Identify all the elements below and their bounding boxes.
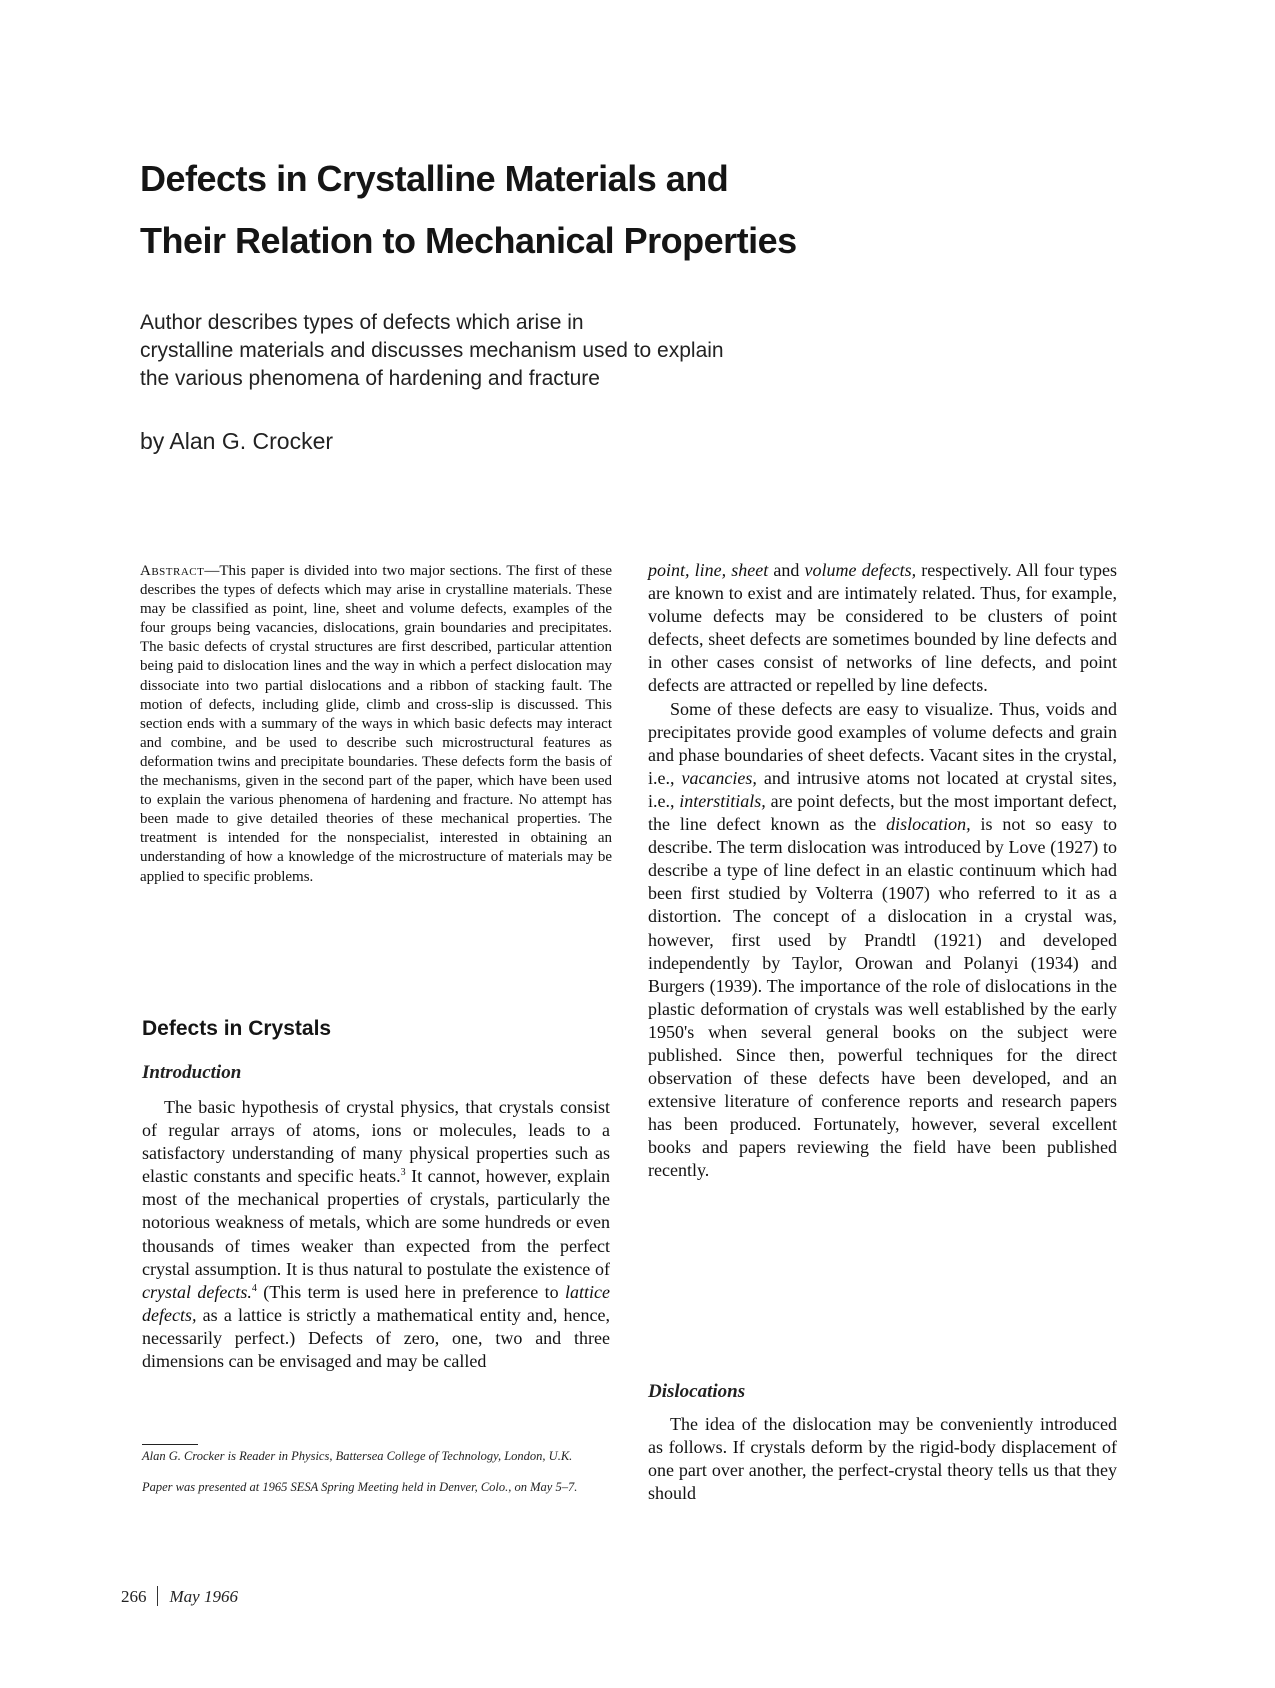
page-number: 266 — [121, 1587, 147, 1606]
section-heading: Defects in Crystals — [142, 1017, 332, 1040]
abstract-text: —This paper is divided into two major sections. The first of these describes the types of defects which may arise in crystalline materials. These may be classified as point, line, sheet and volume defects, examples of the four groups being vacancies, dislocations, grain boundaries and precipitates. The basic defects of crystal structures are first described, particular attention being paid to dislocation lines and the way in which a perfect dislocation may dissociate into two partial dislocations and a ribbon of stacking fault. The motion of defects, including glide, climb and cross-slip is discussed. This section ends with a summary of the ways in which basic defects may interact and combine, and be used to describe such microstructural features as deformation twins and precipitate boundaries. These defects form the basis of the mechanisms, given in the second part of the paper, which have been used to explain the various phenomena of hardening and fracture. No attempt has been made to give detailed theories of these mechanical properties. The treatment is intended for the nonspecialist, interested in obtaining an understanding of how a knowledge of the microstructure of materials may be applied to specific problems. — [140, 563, 612, 885]
introduction-text-right — [648, 559, 1117, 1183]
introduction-heading: Introduction — [142, 1062, 242, 1083]
term-volume-defects: volume defects, — [804, 560, 917, 580]
term-interstitials: interstitials, — [679, 790, 766, 811]
term-crystal-defects: crystal defects. — [142, 1281, 252, 1302]
paragraph: Some of these defects are easy to visualize. Thus, voids and precipitates provide good examples of volume defects and grain and phase boundaries of sheet defects. Vacant sites in the crystal, i.e., vacancies, and intrusive atoms not located at crystal sites, i.e., interstitials, are point defects, but the most important defect, the line defect known as the dislocation, is not so easy to describe. The term dislocation was introduced by Love (1927) to describe a type of line defect in an elastic continuum which had been first studied by Volterra (1907) who referred to it as a distortion. The concept of a dislocation in a crystal was, however, first used by Prandtl (1921) and developed independently by Taylor, Orowan and Polanyi (1934) and Burgers (1939). The importance of the role of dislocations in the plastic deformation of crystals was well established by the early 1950's when several general books on the subject were published. Since then, powerful techniques for the direct observation of these defects have been developed, and an extensive literature of conference reports and research papers has been produced. Fortunately, however, several excellent books and papers reviewing the field have been published recently. — [648, 698, 1117, 1181]
reference-marker: 4 — [251, 1282, 257, 1294]
footnote-presentation: Paper was presented at 1965 SESA Spring Meeting held in Denver, Colo., on May 5–7. — [142, 1480, 578, 1494]
term-vacancies: vacancies, — [681, 767, 757, 788]
abstract-label: Abstract — [140, 563, 205, 579]
footnote-author: Alan G. Crocker is Reader in Physics, Battersea College of Technology, London, U.K. — [142, 1449, 573, 1463]
paragraph: The idea of the dislocation may be conveniently introduced as follows. If crystals deform by the rigid-body displacement of one part over another, the perfect-crystal theory tells us that they should — [648, 1414, 1117, 1504]
abstract — [140, 562, 612, 887]
term-lattice-defects: lattice defects, — [142, 1281, 611, 1325]
reference-marker: 3 — [400, 1167, 406, 1179]
issue-date: May 1966 — [169, 1587, 238, 1606]
subtitle-line-1: Author describes types of defects which arise in — [140, 311, 584, 334]
subtitle-line-2: crystalline materials and discusses mechanism used to explain — [140, 339, 724, 362]
term-point-line-sheet: point, line, sheet — [648, 560, 769, 580]
paper-title — [140, 148, 1040, 272]
footnote-divider — [142, 1444, 198, 1445]
dislocations-text — [648, 1413, 1117, 1505]
footer-divider — [157, 1586, 158, 1606]
term-dislocation: dislocation, — [886, 814, 971, 835]
title-line-2: Their Relation to Mechanical Properties — [140, 220, 797, 261]
paragraph: The basic hypothesis of crystal physics, that crystals consist of regular arrays of atoms, ions or molecules, leads to a satisfactory understanding of many physical properties such as elastic constants and specific heats.$^3$ It cannot, however, explain most of the mechanical properties of crystals, particularly the notorious weakness of metals, which are some hundreds or even thousands of times weaker than expected from the perfect crystal assumption. It is thus natural to postulate the existence of crystal defects.$^4$ (This term is used here in preference to lattice defects, as a lattice is strictly a mathematical entity and, hence, necessarily perfect.) Defects of zero, one, two and three dimensions can be envisaged and may be called — [142, 1097, 611, 1372]
title-line-1: Defects in Crystalline Materials and — [140, 158, 729, 199]
introduction-text-left — [142, 1096, 610, 1373]
author-byline: by Alan G. Crocker — [140, 428, 334, 454]
page-footer — [121, 1586, 238, 1607]
paper-subtitle — [140, 309, 840, 393]
dislocations-heading: Dislocations — [648, 1381, 746, 1402]
paragraph-continued: point, line, sheet and volume defects, respectively. All four types are known to exist and are intimately related. Thus, for example, volume defects may be considered to be clusters of point defects, sheet defects are sometimes bounded by line defects and in other cases consist of networks of line defects, and point defects are attracted or repelled by line defects. — [648, 560, 1118, 696]
subtitle-line-3: the various phenomena of hardening and fracture — [140, 367, 600, 390]
